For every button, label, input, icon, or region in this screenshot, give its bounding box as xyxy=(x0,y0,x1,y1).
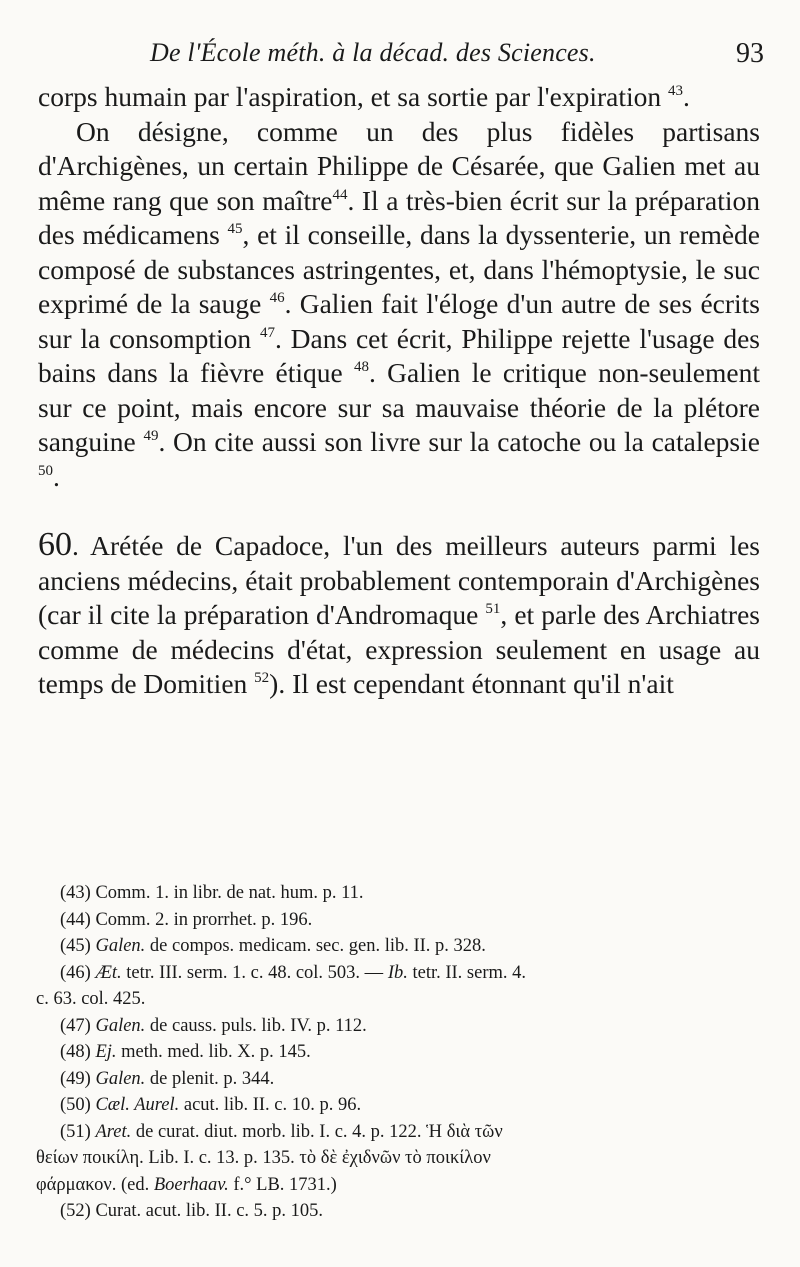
footnote-number: (48) xyxy=(60,1042,91,1062)
footnote-text-2: tetr. II. serm. 4. xyxy=(407,962,527,983)
paragraph-2-text-a: On désigne, comme un des plus fidèles partisans d'Archigènes, un certain Philippe de Césarée, que Galien met au même rang que son maître xyxy=(38,115,760,216)
footnote-text: tetr. III. serm. 1. c. 48. col. 503. — xyxy=(121,962,388,983)
footnote-number: (44) xyxy=(60,909,91,930)
footnote-ref-49: 49 xyxy=(143,428,159,444)
footnotes xyxy=(36,880,772,1225)
footnote-51 xyxy=(60,1119,772,1146)
footnote-47 xyxy=(60,1013,772,1040)
paragraph-1 xyxy=(38,80,760,115)
footnote-ref-48: 48 xyxy=(353,359,369,375)
footnote-ref-52: 52 xyxy=(254,670,270,686)
footnote-48 xyxy=(60,1039,772,1066)
footnote-text: φάρμακον. (ed. xyxy=(36,1174,154,1195)
section-number: 60 xyxy=(38,526,72,563)
footnote-ref-44: 44 xyxy=(332,186,348,203)
footnote-51-continuation xyxy=(36,1145,772,1172)
footnote-author: Galen. xyxy=(95,936,146,956)
footnote-text-2: f.° LB. 1731.) xyxy=(228,1174,337,1195)
footnote-text: de causs. puls. lib. IV. p. 112. xyxy=(145,1015,367,1036)
footnote-49 xyxy=(60,1066,772,1093)
footnote-43 xyxy=(60,880,772,907)
paragraph-2-text-e: . Dans cet écrit, Philippe rejette l'usage des bains dans la fièvre étique xyxy=(38,322,760,388)
footnote-author: Galen. xyxy=(95,1015,146,1036)
footnote-number: (51) xyxy=(60,1121,91,1142)
footnote-text: Comm. 2. in prorrhet. p. 196. xyxy=(95,909,313,930)
footnote-number: (43) xyxy=(60,883,91,903)
footnote-text: θείων ποικίλη. Lib. I. c. 13. p. 135. τὸ δὲ ἐχιδνῶν τὸ ποικίλον xyxy=(36,1148,491,1168)
footnote-ref-45: 45 xyxy=(227,221,243,237)
footnote-ref-43: 43 xyxy=(668,83,684,99)
paragraph-2-text-f: . Galien le critique non-seulement sur ce point, mais encore sur sa mauvaise théorie de la plétore sanguine xyxy=(38,357,760,457)
paragraph-3-text-b: , et parle des Archiatres comme de médecins d'état, expression seulement en usage au temps de Domitien xyxy=(38,599,760,699)
paragraph-3 xyxy=(38,528,760,702)
paragraph-2 xyxy=(38,115,760,495)
footnote-number: (50) xyxy=(60,1095,91,1115)
footnote-author: Ej. xyxy=(95,1042,117,1062)
paragraph-2-text-b: . Il a très-bien écrit sur la préparation des médicamens xyxy=(38,184,760,250)
page-number: 93 xyxy=(736,38,764,69)
paragraph-2-text-d: . Galien fait l'éloge d'un autre de ses écrits sur la consomption xyxy=(38,288,760,354)
footnote-44 xyxy=(60,907,772,934)
footnote-editor: Boerhaav. xyxy=(153,1174,229,1195)
paragraph-2-text-c: , et il conseille, dans la dyssenterie, un remède composé de substances astringentes, et, dans l'hémoptysie, le suc exprimé de la sauge xyxy=(38,219,760,319)
paragraph-3-text-a: . Arétée de Capadoce, l'un des meilleurs auteurs parmi les anciens médecins, était probablement contemporain d'Archigènes (car il cite la préparation d'Andromaque xyxy=(38,530,760,630)
footnote-number: (49) xyxy=(60,1068,91,1089)
footnote-text: Curat. acut. lib. II. c. 5. p. 105. xyxy=(95,1201,324,1221)
footnote-ref-51: 51 xyxy=(485,601,501,617)
paragraph-2-text-h: . xyxy=(53,460,60,492)
footnote-text: de compos. medicam. sec. gen. lib. II. p. 328. xyxy=(145,936,486,956)
running-head xyxy=(150,34,764,74)
footnote-46-continuation xyxy=(36,986,772,1013)
footnote-ref-50: 50 xyxy=(38,462,53,479)
footnote-text: meth. med. lib. X. p. 145. xyxy=(116,1042,311,1062)
running-title: De l'École méth. à la décad. des Sciences. xyxy=(150,38,596,67)
footnote-51-continuation-2 xyxy=(36,1172,772,1199)
footnote-50 xyxy=(60,1092,772,1119)
footnote-text: Comm. 1. in libr. de nat. hum. p. 11. xyxy=(95,883,364,903)
footnote-ref-47: 47 xyxy=(259,324,275,341)
body-text xyxy=(38,80,760,702)
footnote-45 xyxy=(60,933,772,960)
footnote-author: Galen. xyxy=(95,1068,146,1089)
footnote-46 xyxy=(60,960,772,987)
footnote-52 xyxy=(60,1198,772,1225)
footnote-ref-46: 46 xyxy=(269,290,285,306)
paragraph-2-text-g: . On cite aussi son livre sur la catoche ou la catalepsie xyxy=(158,426,760,457)
footnote-number: (47) xyxy=(60,1015,91,1036)
paragraph-1-text: corps humain par l'aspiration, et sa sortie par l'expiration xyxy=(38,81,669,112)
paragraph-3-text-c: ). Il est cependant étonnant qu'il n'ait xyxy=(269,668,674,699)
footnote-number: (46) xyxy=(60,962,91,983)
footnote-text: de plenit. p. 344. xyxy=(145,1068,275,1089)
footnote-ibid: Ib. xyxy=(387,962,408,983)
footnote-text: de curat. diut. morb. lib. I. c. 4. p. 122. Ἡ διὰ τῶν xyxy=(131,1121,503,1142)
paragraph-1-end: . xyxy=(683,81,690,112)
footnote-author: Æt. xyxy=(95,962,122,983)
footnote-author: Cæl. Aurel. xyxy=(95,1095,180,1115)
footnote-author: Aret. xyxy=(95,1121,132,1142)
footnote-text: acut. lib. II. c. 10. p. 96. xyxy=(179,1095,362,1115)
footnote-number: (52) xyxy=(60,1201,91,1221)
footnote-text: c. 63. col. 425. xyxy=(36,989,146,1009)
footnote-number: (45) xyxy=(60,936,91,956)
